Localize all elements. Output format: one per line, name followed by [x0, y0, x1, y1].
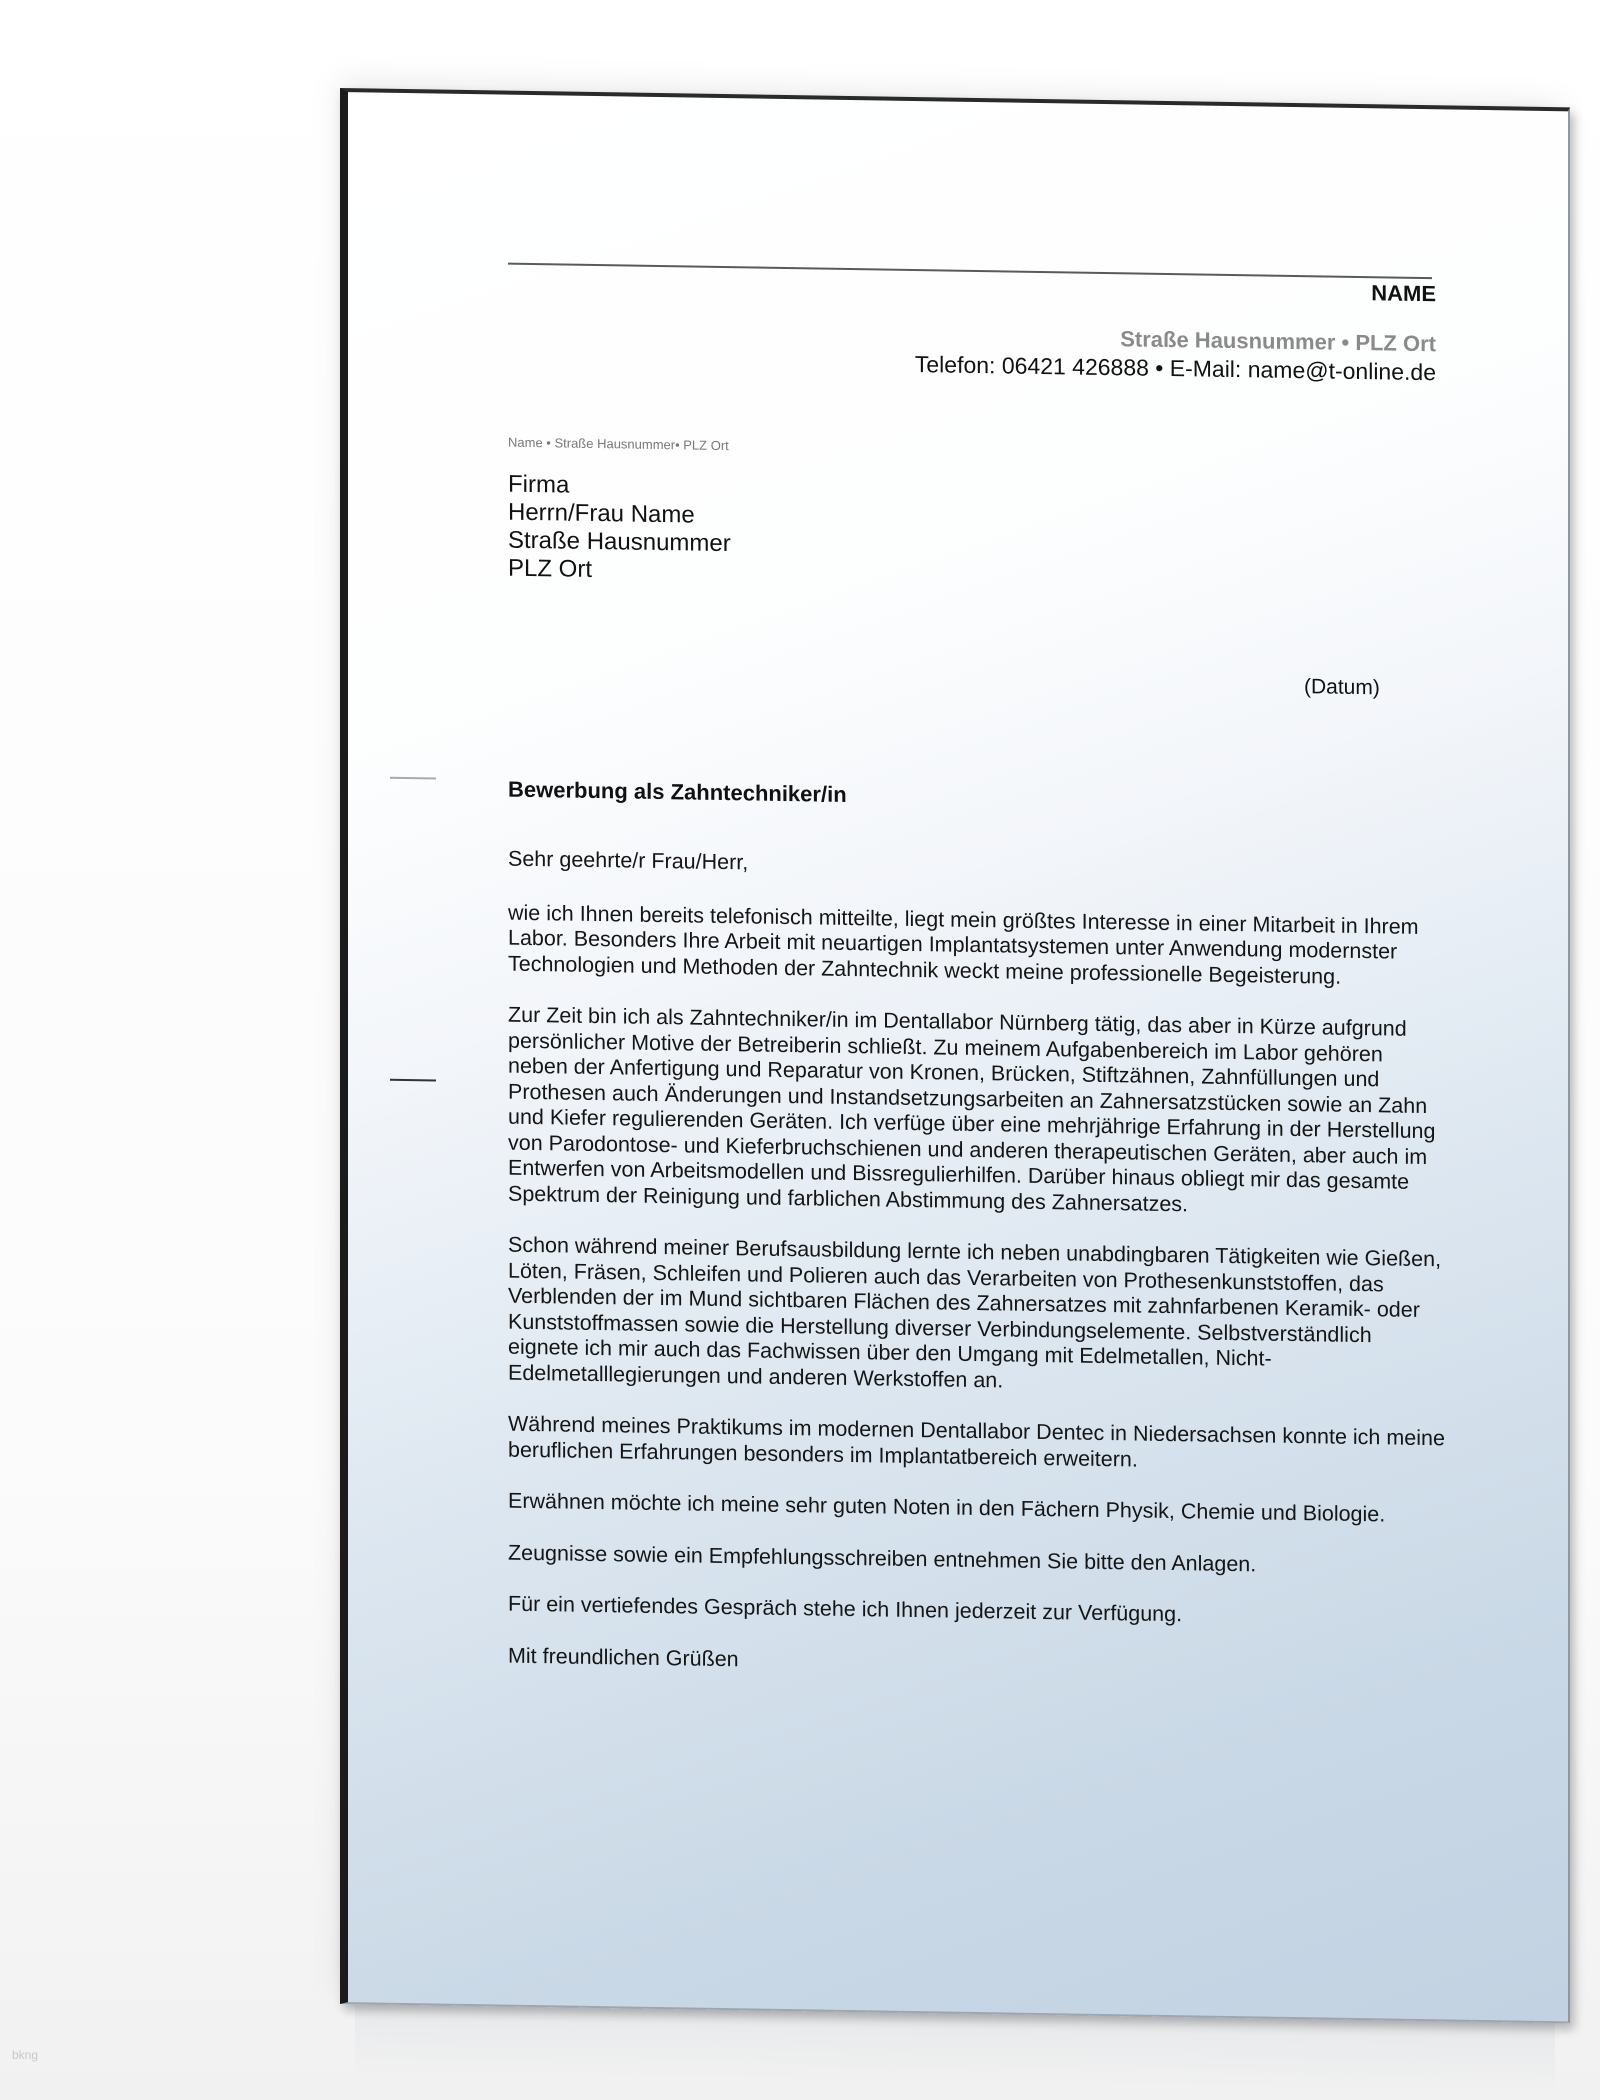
sender-name: NAME	[1371, 280, 1436, 307]
fold-mark-top	[390, 777, 436, 780]
sender-address: Straße Hausnummer • PLZ Ort	[1120, 326, 1436, 357]
recipient-person: Herrn/Frau Name	[508, 498, 695, 529]
salutation: Sehr geehrte/r Frau/Herr,	[508, 846, 749, 875]
punch-mark	[390, 1079, 436, 1082]
recipient-city: PLZ Ort	[508, 554, 593, 583]
header-rule	[508, 263, 1432, 280]
letter-subject: Bewerbung als Zahntechniker/in	[508, 776, 847, 807]
letter-body	[508, 847, 1448, 1710]
sender-contact: Telefon: 06421 426888 • E-Mail: name@t-online.de	[914, 351, 1436, 386]
body-paragraph: Schon während meiner Berufsausbildung lernte ich neben unabdingbaren Tätigkeiten wie Gießen, Löten, Fräsen, Schleifen und Polieren auch das Verarbeiten von Prothesenkunststoffen, das Verblenden der im Mund sichtbaren Flächen des Zahnersatzes mit zahnfarbenen Keramik- oder Kunststoffmassen sowie die Herstellung diverser Verbindungselemente. Selbstverständlich eignete ich mir auch das Fachwissen über den Umgang mit Edelmetallen, Nicht-Edelmetalllegierungen und anderen Werkstoffen an.	[508, 1232, 1442, 1392]
letter-page	[340, 88, 1570, 2023]
body-paragraph: Während meines Praktikums im modernen Dentallabor Dentec in Niedersachsen konnte ich meine beruflichen Erfahrungen besonders im Implantatbereich erweitern.	[508, 1411, 1445, 1472]
body-paragraph: Zur Zeit bin ich als Zahntechniker/in im Dentallabor Nürnberg tätig, das aber in Kürze aufgrund persönlicher Motive der Betreiberin schließt. Zu meinem Aufgabenbereich im Labor gehören neben der Anfertigung und Reparatur von Kronen, Brücken, Stiftzähnen, Zahnfüllungen und Prothesen auch Änderungen und Instandsetzungsarbeiten an Zahnersatzstücken sowie an Zahn und Kiefer regulierenden Geräten. Ich verfüge über eine mehrjährige Erfahrung in der Herstellung von Parodontose- und Kieferbruchschienen und anderen therapeutischen Geräten, aber auch im Entwerfen von Arbeitsmodellen und Bissregulierhilfen. Darüber hinaus obliegt mir das gesamte Spektrum der Reinigung und farblichen Abstimmung des Zahnersatzes.	[508, 1002, 1436, 1216]
recipient-company: Firma	[508, 470, 570, 499]
body-paragraph: Erwähnen möchte ich meine sehr guten Noten in den Fächern Physik, Chemie und Biologie.	[508, 1488, 1386, 1527]
return-address-line: Name • Straße Hausnummer• PLZ Ort	[508, 434, 729, 454]
body-paragraph: wie ich Ihnen bereits telefonisch mitteilte, liegt mein größtes Interesse in einer Mitarbeit in Ihrem Labor. Besonders Ihre Arbeit mit neuartigen Implantatsystemen unter Anwendung modernster Technologien und Methoden der Zahntechnik weckt meine professionelle Begeisterung.	[508, 900, 1419, 989]
body-paragraph: Zeugnisse sowie ein Empfehlungsschreiben entnehmen Sie bitte den Anlagen.	[508, 1540, 1257, 1576]
closing: Mit freundlichen Grüßen	[508, 1643, 739, 1671]
recipient-block	[508, 471, 731, 586]
body-paragraph: Für ein vertiefendes Gespräch stehe ich Ihnen jederzeit zur Verfügung.	[508, 1591, 1183, 1627]
watermark: bkng	[12, 2048, 39, 2062]
letter-date: (Datum)	[1304, 675, 1380, 700]
recipient-street: Straße Hausnummer	[508, 526, 731, 558]
